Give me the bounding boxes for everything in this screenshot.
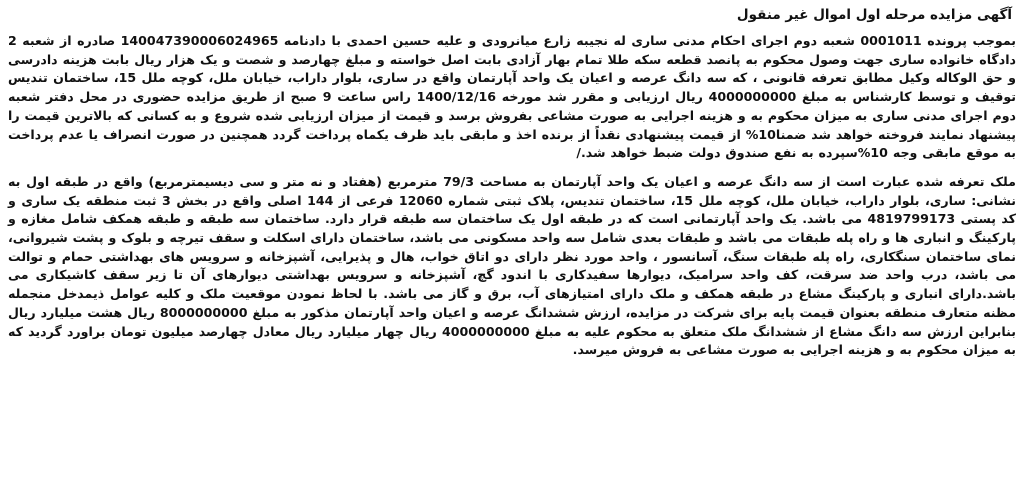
notice-paragraph-case-details: بموجب پرونده 0001011 شعبه دوم اجرای احکام مدنی ساری له نجیبه زارع میانرودی و علیه حسین احمدی با دادنامه 14004739000602496‌5 صادره از شعبه 2 دادگاه خانواده ساری جهت وصول محکوم به پانصد قطعه سکه طلا تمام بهار آزادی بابت اصل خواسته و مبلغ چهارصد و شصت و یک هزار ریال بابت هزینه دادرسی و حق الوکاله وکیل مطابق تعرفه قانونی ، که سه دانگ عرصه و اعیان یک واحد آپارتمان واقع در ساری، بلوار داراب، خیابان ملل، کوچه ملل 15، ساختمان تندیس توقیف و توسط کارشناس به مبلغ 4000000000 ریال ارزیابی و مقرر شد مورخه 1400/12/16 راس ساعت 9 صبح از طریق مزایده حضوری در محل دفتر شعبه دوم اجرای مدنی ساری به میزان محکوم به و هزینه اجرایی به صورت مشاعی بفروش برسد و قیمت از میزان ارزیابی شده شروع و به کسانی که بالاترین قیمت را پیشنهاد نمایند فروخته خواهد شد ضمنا10% از قیمت پیشنهادی نقداً از برنده اخذ و مابقی باید ظرف یکماه پرداخت گردد همچنین در صورت انصراف یا عدم پرداخت به موقع مابقی وجه 10%سپرده به نفع صندوق دولت ضبط خواهد شد./: [8, 33, 1017, 161]
notice-title: آگهی مزایده مرحله اول اموال غیر منقول: [736, 7, 1012, 23]
notice-paragraph-property-description: ملک تعرفه شده عبارت است از سه دانگ عرصه و اعیان یک واحد آپارتمان به مساحت 79/3 مترمربع (هفتاد و نه متر و سی دیسیمترمربع) واقع در طبقه اول به نشانی: ساری، بلوار داراب، خیابان ملل، کوچه ملل 15، ساختمان تندیس، پلاک ثبتی شماره 12060 فرعی از 144 اصلی واقع در بخش 3 ثبت منطقه یک ساری و کد پستی 4819799173 می باشد. یک واحد آپارتمانی است که در طبقه اول یک ساختمان سه طبقه قرار دارد. ساختمان سه طبقه و طبقه همکف شامل مغازه و پارکینگ و انباری ها و راه پله طبقات می باشد و طبقات بعدی شامل سه واحد مسکونی می باشد، ساختمان دارای اسکلت و سقف تیرچه و بلوک و پشت شیروانی، نمای ساختمان سنگکاری، راه پله طبقات سنگ، آسانسور ، واحد مورد نظر دارای دو اتاق خواب، هال و پذیرایی، آشپزخانه و سرویس های بهداشتی حمام و توالت می باشد، درب واحد ضد سرقت، کف واحد سرامیک، دیوارها سفیدکاری با اندود گچ، آشپزخانه و سرویس بهداشتی دیوارهای آن تا زیر سقف کاشیکاری می باشد.دارای انباری و پارکینگ مشاع در طبقه همکف و ملک دارای امتیازهای آب، برق و گاز می باشد. با لحاظ نمودن موقعیت ملک و کلیه عوامل ذیمدخل منجمله مظنه متعارف منطقه بعنوان قیمت پایه برای شرکت در مزایده، ارزش ششدانگ عرصه و اعیان واحد آپارتمان مذکور به مبلغ 8000000000 ریال هشت میلیارد ریال بنابراین ارزش سه دانگ مشاع از ششدانگ ملک متعلق به محکوم علیه به مبلغ 4000000000 ریال چهار میلیارد ریال معادل چهارصد میلیون تومان براورد گردید که به میزان محکوم به و هزینه اجرایی به صورت مشاعی به فروش میرسد.: [8, 173, 1017, 358]
auction-notice: [8, 4, 1016, 360]
